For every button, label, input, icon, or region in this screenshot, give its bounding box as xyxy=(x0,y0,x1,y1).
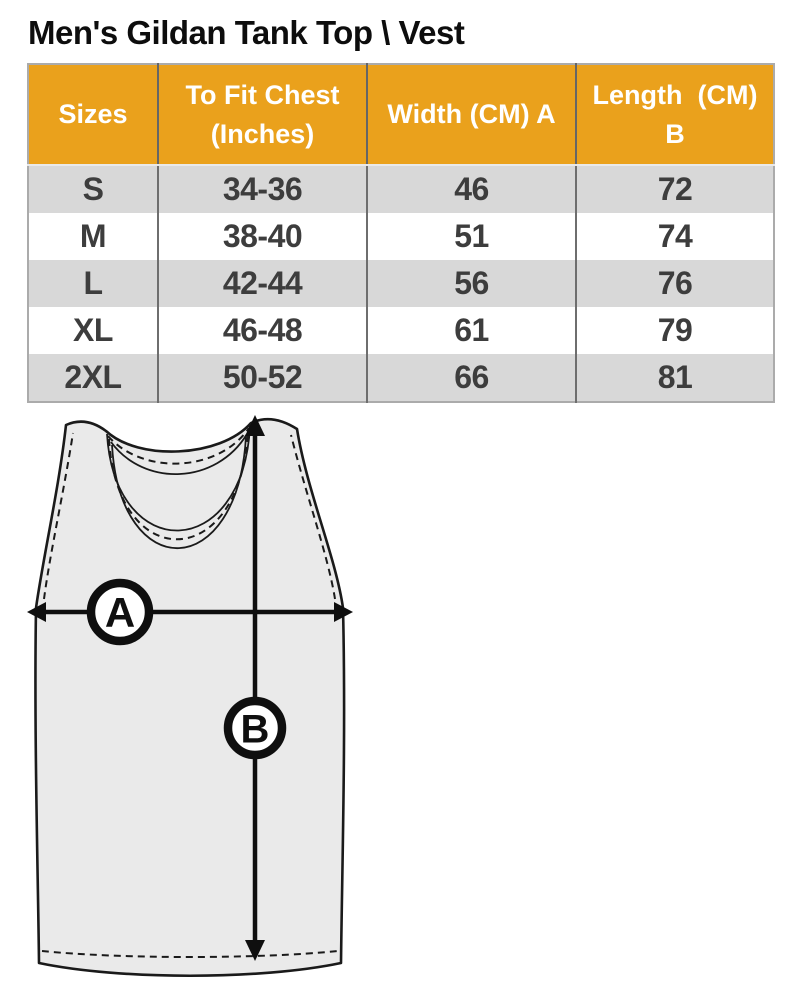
header-line: B xyxy=(665,118,685,149)
width-cell: 46 xyxy=(367,165,576,213)
measure-a-label: A xyxy=(104,589,136,637)
header-line: To Fit Chest xyxy=(185,79,340,110)
header-line: (Inches) xyxy=(210,118,315,149)
length-cell: 74 xyxy=(576,213,774,260)
header-line: Length (CM) xyxy=(592,79,758,110)
length-cell: 72 xyxy=(576,165,774,213)
page-title: Men's Gildan Tank Top \ Vest xyxy=(28,14,465,51)
table-row-l xyxy=(28,260,774,307)
chest-cell: 50-52 xyxy=(158,354,367,402)
chest-cell: 42-44 xyxy=(158,260,367,307)
header-row xyxy=(28,64,774,165)
table-row-s xyxy=(28,165,774,213)
length-cell: 79 xyxy=(576,307,774,354)
length-cell: 81 xyxy=(576,354,774,402)
width-cell: 56 xyxy=(367,260,576,307)
measurement-diagram xyxy=(10,403,370,983)
column-header-length xyxy=(576,64,774,165)
width-cell: 61 xyxy=(367,307,576,354)
size-chart-body xyxy=(28,165,774,402)
column-header-width xyxy=(367,64,576,165)
width-cell: 51 xyxy=(367,213,576,260)
size-chart-table xyxy=(27,63,775,403)
table-row-2xl xyxy=(28,354,774,402)
table-row-xl xyxy=(28,307,774,354)
tank-top-diagram xyxy=(10,403,370,983)
size-cell: S xyxy=(82,171,104,207)
measure-b-label: B xyxy=(240,707,270,752)
length-cell: 76 xyxy=(576,260,774,307)
size-cell: L xyxy=(83,265,103,301)
width-cell: 66 xyxy=(367,354,576,402)
size-cell: M xyxy=(79,218,107,254)
column-header-sizes xyxy=(28,64,158,165)
size-cell: 2XL xyxy=(64,359,122,395)
header-line: Width (CM) A xyxy=(387,99,556,129)
size-cell: XL xyxy=(73,312,113,348)
chest-cell: 46-48 xyxy=(158,307,367,354)
chest-cell: 34-36 xyxy=(158,165,367,213)
column-header-chest xyxy=(158,64,367,165)
table-row-m xyxy=(28,213,774,260)
size-chart-header xyxy=(28,64,774,165)
header-line: Sizes xyxy=(58,99,128,129)
tank-top-outline xyxy=(35,419,344,976)
chest-cell: 38-40 xyxy=(158,213,367,260)
